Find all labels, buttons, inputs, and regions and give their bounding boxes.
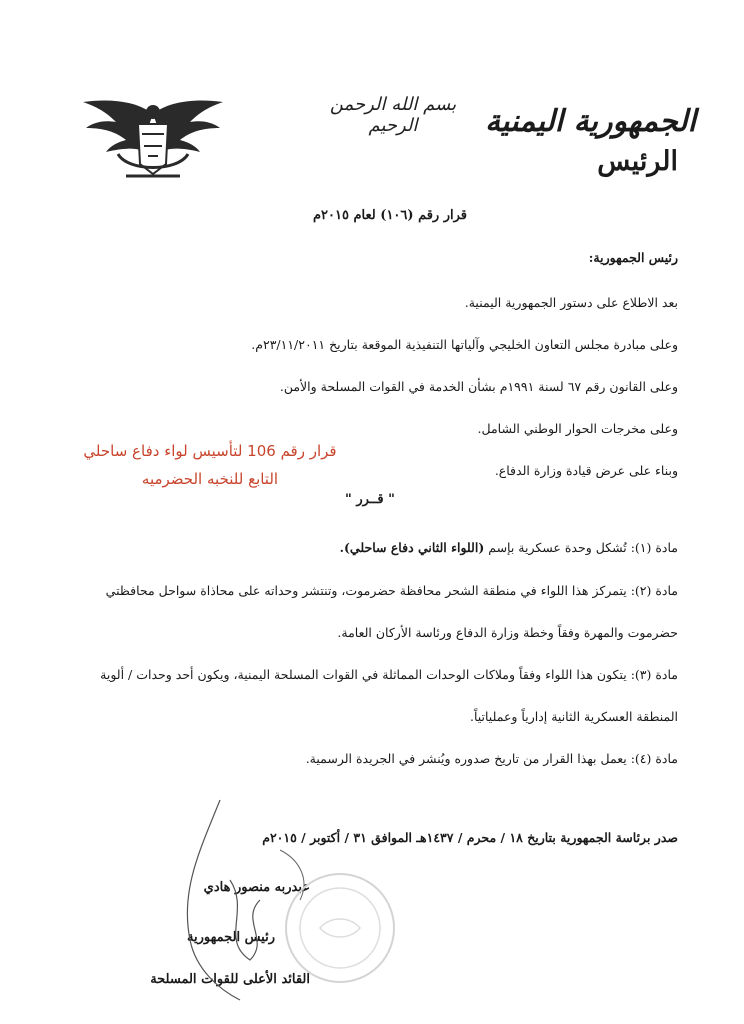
- preamble-line: وبناء على عرض قيادة وزارة الدفاع.: [494, 463, 678, 478]
- article-label: مادة (١):: [630, 540, 678, 555]
- signatory-title2: القائد الأعلى للقوات المسلحة: [150, 972, 310, 987]
- article-label: مادة (٤):: [630, 751, 678, 766]
- decree-title: قرار رقم (١٠٦) لعام ٢٠١٥م: [312, 208, 468, 223]
- article-line: [306, 751, 678, 766]
- preamble-line: وعلى مخرجات الحوار الوطني الشامل.: [477, 421, 678, 436]
- article-label: مادة (٢):: [630, 583, 678, 598]
- preamble-line: وعلى القانون رقم ٦٧ لسنة ١٩٩١م بشأن الخدمة في القوات المسلحة والأمن.: [279, 379, 678, 394]
- article-label: مادة (٣):: [630, 667, 678, 682]
- official-seal-icon: [280, 868, 400, 988]
- article-line: [340, 540, 678, 555]
- signatory-title: رئيس الجمهورية: [187, 930, 275, 945]
- overlay-caption-line1: قرار رقم 106 لتأسيس لواء دفاع ساحلي: [83, 442, 337, 460]
- overlay-caption-line2: التابع للنخبه الحضرميه: [141, 470, 279, 488]
- qarar-heading: " قــرر ": [345, 492, 395, 507]
- preamble-line: رئيس الجمهورية:: [588, 250, 678, 265]
- article-line: [106, 583, 678, 598]
- preamble-line: بعد الاطلاع على دستور الجمهورية اليمنية.: [464, 295, 678, 310]
- article-text: حضرموت والمهرة وفقاً وخطة وزارة الدفاع ورئاسة الأركان العامة.: [337, 625, 678, 640]
- issue-date: صدر برئاسة الجمهورية بتاريخ ١٨ / محرم / ١٤٣٧هـ الموافق ٣١ / أكتوبر / ٢٠١٥م: [262, 830, 678, 845]
- preamble-line: وعلى مبادرة مجلس التعاون الخليجي وآلياتها التنفيذية الموقعة بتاريخ ٢٣/١١/٢٠١١م.: [251, 337, 678, 352]
- article-line: [337, 625, 678, 640]
- president-title: الرئيس: [597, 146, 678, 177]
- yemen-eagle-emblem-icon: [78, 94, 228, 186]
- signatory-name: عبدربه منصور هادي: [203, 880, 310, 895]
- article-text: يتمركز هذا اللواء في منطقة الشحر محافظة حضرموت، وتنتشر وحداته على محاذاة سواحل محافظتي: [105, 583, 627, 598]
- basmala: بسم الله الرحمن الرحيم: [329, 94, 457, 136]
- article-text: يعمل بهذا القرار من تاريخ صدوره ويُنشر في الجريدة الرسمية.: [305, 751, 627, 766]
- article-line: [470, 709, 678, 724]
- article-text: المنطقة العسكرية الثانية إدارياً وعملياتياً.: [469, 709, 678, 724]
- article-line: [100, 667, 678, 682]
- article-text: تُشكل وحدة عسكرية بإسم: [488, 540, 627, 555]
- article-unit-name: (اللواء الثاني دفاع ساحلي).: [339, 540, 485, 555]
- article-text: يتكون هذا اللواء وفقاً وملاكات الوحدات المماثلة في القوات المسلحة اليمنية، ويكون أحد وحدات / ألوية: [100, 667, 627, 682]
- republic-title: الجمهورية اليمنية: [485, 104, 696, 139]
